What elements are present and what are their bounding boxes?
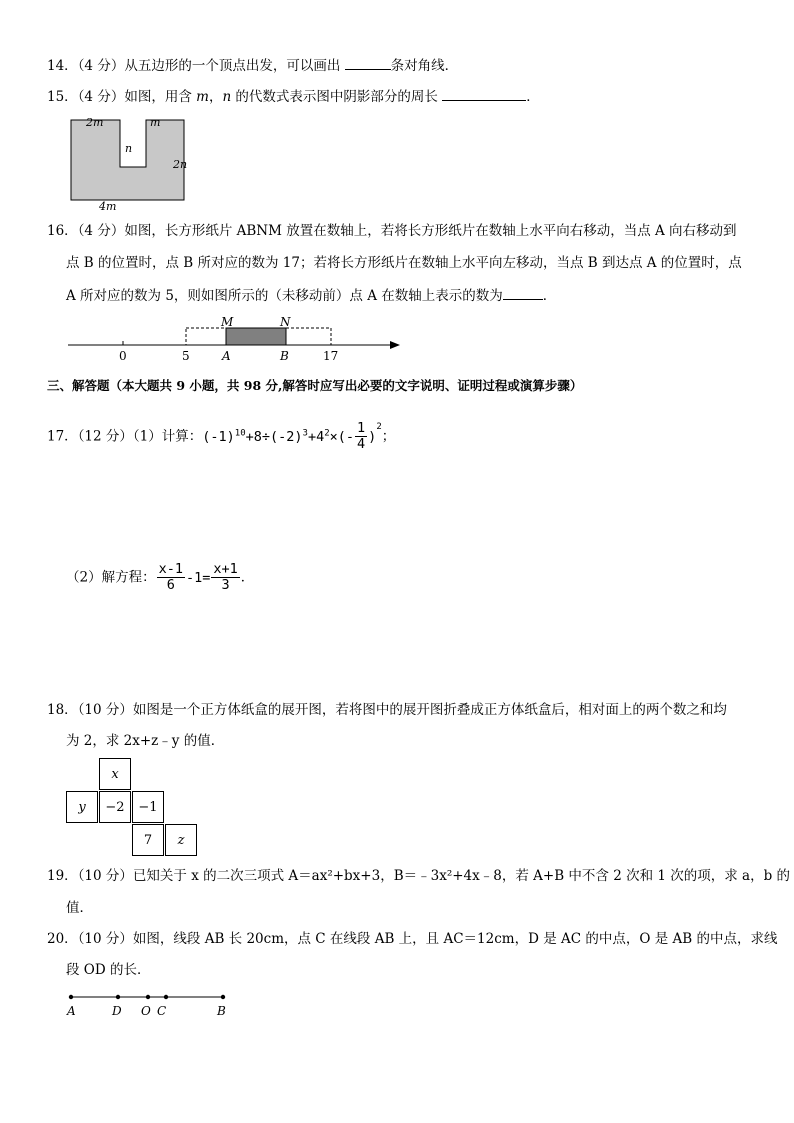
q17-eq-end: ．: [240, 569, 255, 586]
q15-label-4m: 4m: [99, 200, 117, 212]
q15-label-m: m: [150, 116, 161, 129]
q20-point-O: [146, 995, 150, 999]
q18-cube-net: [66, 758, 198, 856]
q17-exp-2: 2: [324, 428, 330, 438]
q19-line2: 值．: [66, 900, 93, 916]
section-3-heading: 三、解答题（本大题共 9 小题，共 98 分,解答时应写出必要的文字说明、证明过程或演算步骤）: [47, 378, 583, 393]
q16-answer-blank[interactable]: [503, 285, 543, 300]
question-14: [47, 55, 458, 76]
q18-line2: 为 2，求 2x+z﹣y 的值．: [66, 733, 225, 749]
q17-exp-2b: 2: [376, 422, 382, 432]
q16-tick-label-0: 0: [119, 349, 127, 363]
q17-part2-label: （2）解方程：: [66, 569, 156, 586]
q17-eq-num1: x-1: [158, 561, 183, 577]
q17-expr-d: ×(-: [329, 428, 355, 445]
question-18-line1: [47, 700, 727, 720]
q17-number: 17．: [47, 428, 78, 445]
q16-label-B: B: [280, 349, 289, 363]
q15-text-a: 如图，用含: [124, 89, 197, 105]
q16-score: （4 分）: [77, 223, 125, 239]
q14-text-b: 条对角线．: [390, 58, 459, 74]
q20-line1: 如图，线段 AB 长 20cm，点 C 在线段 AB 上，且 AC＝12cm，D 是 AC 的中点，O 是 AB 的中点，求线: [132, 931, 778, 947]
q20-number: 20．: [47, 931, 78, 947]
q16-label-N: N: [280, 315, 291, 329]
q17-expr-b: +8÷(-2): [245, 428, 303, 445]
q17-eq-frac1: [157, 562, 185, 593]
q17-expr-a: (-1): [202, 428, 235, 445]
q18-line1: 如图是一个正方体纸盒的展开图，若将图中的展开图折叠成正方体纸盒后，相对面上的两个数之和均: [132, 702, 727, 718]
q17-score: （12 分）: [77, 428, 133, 445]
q17-fraction: [355, 421, 367, 452]
q17-expr-c: +4: [307, 428, 325, 445]
q15-shaded-shape: [71, 120, 184, 200]
q14-score: （4 分）: [77, 58, 125, 74]
q17-semicolon: ；: [381, 428, 396, 445]
q18-number: 18．: [47, 702, 78, 718]
q15-label-n: n: [125, 142, 133, 155]
q20-score: （10 分）: [77, 931, 133, 947]
q17-equation: [156, 561, 241, 593]
q19-score: （10 分）: [77, 868, 133, 884]
q16-number: 16．: [47, 223, 78, 239]
q20-segment-figure: [62, 988, 242, 1022]
q20-label-A: A: [67, 1004, 76, 1018]
q18-cell-minus2: −2: [99, 791, 131, 823]
q17-expr-e: ): [368, 428, 377, 445]
question-17-part1: [47, 418, 395, 458]
question-16-line1: [47, 221, 737, 241]
q17-part1-label: （1）计算：: [132, 428, 203, 445]
q20-point-A: [69, 995, 73, 999]
q18-cell-y: y: [66, 791, 98, 823]
q16-number-line-figure: [60, 312, 410, 368]
q18-cell-7: 7: [132, 824, 164, 856]
q18-cell-minus1: −1: [132, 791, 164, 823]
q15-comma: ，: [208, 89, 223, 105]
q15-label-2n: 2n: [173, 158, 188, 171]
q15-answer-blank[interactable]: [442, 86, 526, 101]
q18-score: （10 分）: [77, 702, 133, 718]
q20-point-D: [116, 995, 120, 999]
question-19-line1: [47, 866, 790, 886]
q18-cell-x: x: [99, 758, 131, 790]
q17-frac-num: 1: [357, 420, 366, 436]
q15-label-2m: 2m: [86, 116, 104, 129]
q16-axis-arrow: [390, 341, 400, 349]
q17-frac-den: 4: [357, 436, 366, 452]
q16-label-M: M: [221, 315, 234, 329]
question-16-line3: [66, 285, 556, 306]
q20-label-C: C: [157, 1004, 167, 1018]
q15-text-b: 的代数式表示图中阴影部分的周长: [231, 89, 443, 105]
q20-point-B: [221, 995, 225, 999]
q16-line2: 点 B 的位置时，点 B 所对应的数为 17；若将长方形纸片在数轴上水平向左移动，当点 B 到达点 A 的位置时，点: [66, 255, 742, 271]
q16-line3: A 所对应的数为 5，则如图所示的（未移动前）点 A 在数轴上表示的数为: [66, 288, 503, 304]
q20-label-O: O: [141, 1004, 151, 1018]
q17-exp-10: 10: [234, 428, 246, 438]
q16-paper-rect: [226, 328, 286, 345]
q15-score: （4 分）: [77, 89, 125, 105]
q17-eq-den1: 6: [166, 577, 175, 593]
q17-eq-mid: -1=: [185, 569, 211, 586]
question-20-line1: [47, 929, 777, 949]
q16-tick-label-5: 5: [182, 349, 190, 363]
q16-tick-label-17: 17: [323, 349, 339, 363]
q18-cell-z: z: [165, 824, 197, 856]
question-17-part2: [66, 562, 254, 602]
q15-var-m: m: [196, 89, 209, 105]
q17-expression: [202, 420, 382, 452]
q14-number: 14．: [47, 58, 78, 74]
q17-exp-3: 3: [302, 428, 308, 438]
q20-label-B: B: [217, 1004, 226, 1018]
q14-answer-blank[interactable]: [345, 55, 391, 70]
q16-end: ．: [542, 288, 557, 304]
q14-text-a: 从五边形的一个顶点出发，可以画出: [124, 58, 345, 74]
q15-number: 15．: [47, 89, 78, 105]
q17-eq-den2: 3: [221, 577, 230, 593]
q16-label-A: A: [222, 349, 231, 363]
q19-line1: 已知关于 x 的二次三项式 A＝ax²+bx+3，B＝﹣3x²+4x﹣8，若 A+B 中不含 2 次和 1 次的项，求 a，b 的: [132, 868, 791, 884]
q16-line1: 如图，长方形纸片 ABNM 放置在数轴上，若将长方形纸片在数轴上水平向右移动，当点 A 向右移动到: [124, 223, 737, 239]
question-15: [47, 86, 540, 107]
q20-line2: 段 OD 的长．: [66, 962, 151, 978]
q20-label-D: D: [112, 1004, 122, 1018]
q17-eq-frac2: [211, 562, 239, 593]
q15-var-n: n: [222, 89, 232, 105]
q19-number: 19．: [47, 868, 78, 884]
q17-eq-num2: x+1: [213, 561, 238, 577]
q15-figure: [66, 112, 196, 212]
q15-end: ．: [526, 89, 540, 105]
q20-point-C: [164, 995, 168, 999]
